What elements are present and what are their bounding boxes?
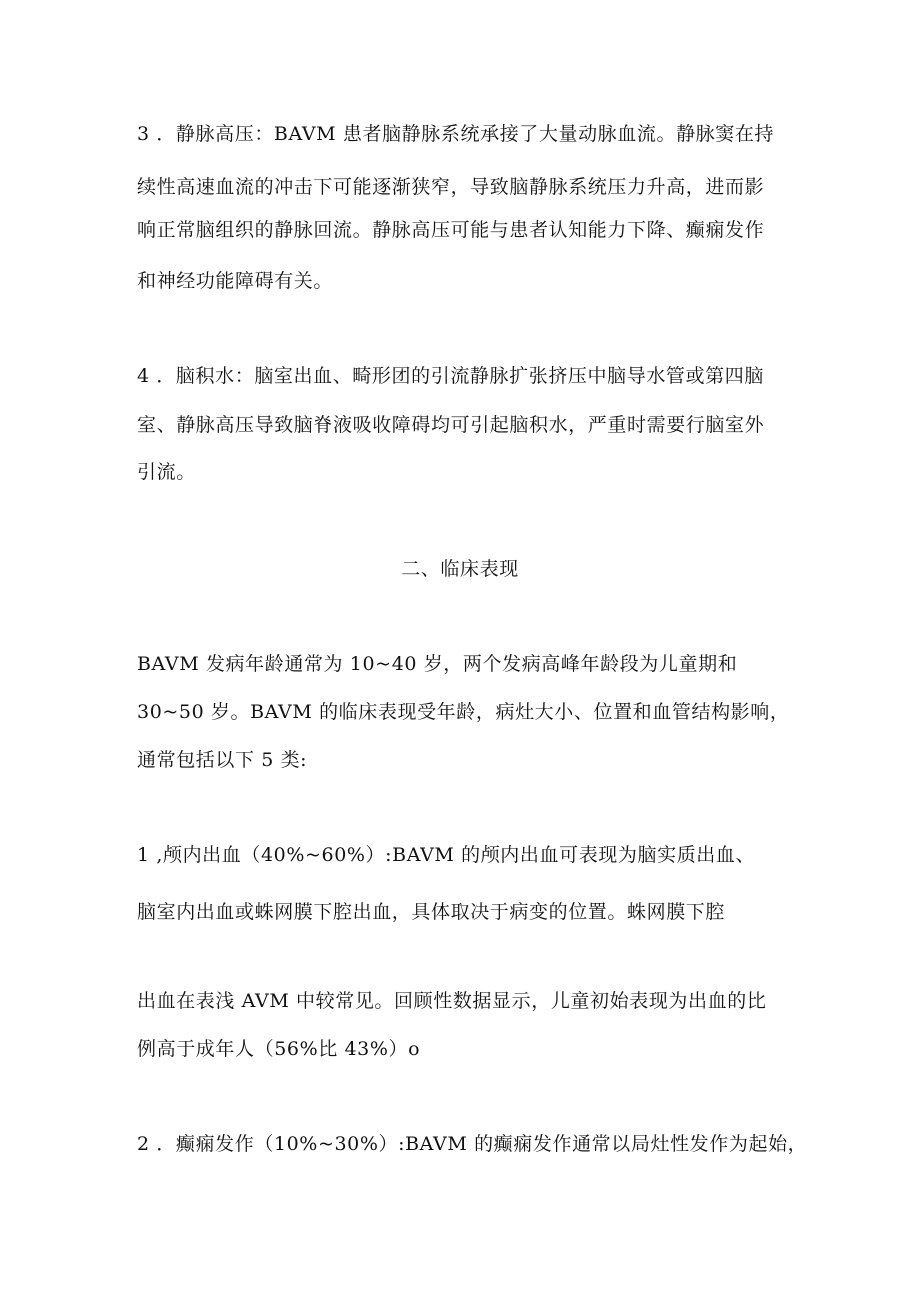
- text-line: 2 ．癫痫发作（10%~30%）:BAVM 的癫痫发作通常以局灶性发作为起始，: [137, 1133, 808, 1155]
- text-line: 响正常脑组织的静脉回流。静脉高压可能与患者认知能力下降、癫痫发作: [137, 219, 765, 241]
- text-line: 引流。: [137, 461, 196, 483]
- text-line: 室、静脉高压导致脑脊液吸收障碍均可引起脑积水，严重时需要行脑室外: [137, 414, 765, 436]
- text-line: 1 ,颅内出血（40%~60%）:BAVM 的颅内出血可表现为脑实质出血、: [137, 844, 756, 866]
- text-line: 脑室内出血或蛛网膜下腔出血，具体取决于病变的位置。蛛网膜下腔: [137, 901, 726, 923]
- text-line: 例高于成年人（56%比 43%）o: [137, 1038, 421, 1060]
- text-line: 4 ．脑积水：脑室出血、畸形团的引流静脉扩张挤压中脑导水管或第四脑: [137, 365, 764, 387]
- text-line: 30~50 岁。BAVM 的临床表现受年龄，病灶大小、位置和血管结构影响，: [137, 701, 790, 723]
- text-line: 续性高速血流的冲击下可能逐渐狭窄，导致脑静脉系统压力升高，进而影: [137, 176, 765, 198]
- text-line: 通常包括以下 5 类:: [137, 749, 308, 771]
- text-line: 和神经功能障碍有关。: [137, 270, 334, 292]
- text-line: BAVM 发病年龄通常为 10~40 岁，两个发病高峰年龄段为儿童期和: [137, 653, 738, 675]
- text-line: 出血在表浅 AVM 中较常见。回顾性数据显示，儿童初始表现为出血的比: [137, 990, 767, 1012]
- text-line: 3 ．静脉高压：BAVM 患者脑静脉系统承接了大量动脉血流。静脉窦在持: [137, 123, 775, 145]
- section-heading: 二、临床表现: [401, 558, 519, 580]
